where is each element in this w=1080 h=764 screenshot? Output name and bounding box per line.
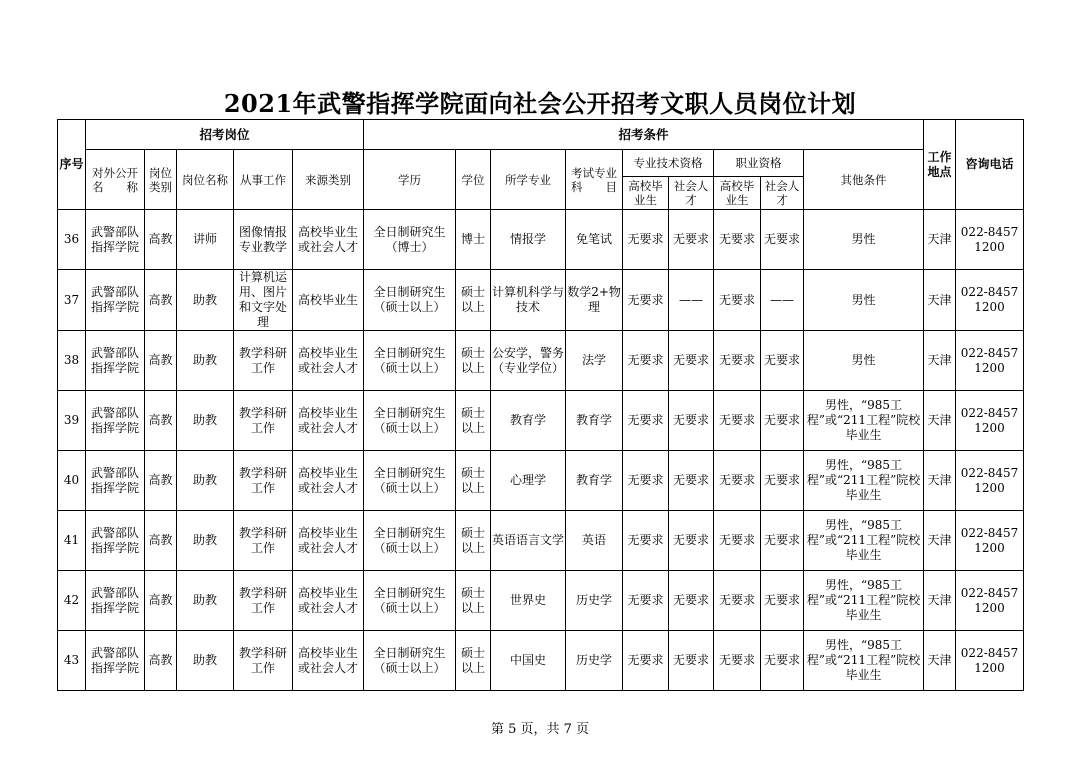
cell-post-type: 高教 [145,571,177,631]
cell-post-name: 讲师 [177,210,234,270]
cell-degree: 硕士以上 [456,331,491,391]
cell-phone: 022-84571200 [956,270,1024,331]
cell-post-name: 助教 [177,270,234,331]
cell-post-type: 高教 [145,210,177,270]
cell-work-place: 天津 [924,270,956,331]
cell-work-place: 天津 [924,511,956,571]
cell-degree: 硕士以上 [456,631,491,691]
header-post-type: 岗位类别 [145,150,177,210]
cell-major: 公安学，警务（专业学位） [491,331,566,391]
cell-employer: 武警部队指挥学院 [86,511,145,571]
header-vq-social: 社会人才 [761,177,804,210]
table-row [58,451,1024,511]
header-post-name: 岗位名称 [177,150,234,210]
cell-post-type: 高教 [145,331,177,391]
cell-work-place: 天津 [924,331,956,391]
cell-major: 心理学 [491,451,566,511]
cell-post-type: 高教 [145,391,177,451]
cell-other-conditions: 男性，“985工程”或“211工程”院校毕业生 [804,391,924,451]
cell-other-conditions: 男性 [804,270,924,331]
cell-exam: 免笔试 [566,210,623,270]
cell-vq-graduate: 无要求 [714,331,761,391]
cell-phone: 022-84571200 [956,331,1024,391]
cell-education: 全日制研究生（硕士以上） [364,571,456,631]
cell-pq-graduate: 无要求 [623,451,669,511]
cell-vq-graduate: 无要求 [714,210,761,270]
cell-other-conditions: 男性，“985工程”或“211工程”院校毕业生 [804,571,924,631]
cell-source: 高校毕业生或社会人才 [293,631,364,691]
cell-pq-social: 无要求 [669,631,714,691]
cell-education: 全日制研究生（硕士以上） [364,631,456,691]
cell-post-name: 助教 [177,571,234,631]
cell-post-name: 助教 [177,331,234,391]
header-seq: 序号 [58,120,86,210]
cell-seq: 37 [58,270,86,331]
cell-source: 高校毕业生或社会人才 [293,451,364,511]
cell-pq-graduate: 无要求 [623,631,669,691]
header-work-place: 工作地点 [924,120,956,210]
cell-exam: 法学 [566,331,623,391]
cell-pq-social: 无要求 [669,391,714,451]
cell-source: 高校毕业生或社会人才 [293,571,364,631]
cell-seq: 42 [58,571,86,631]
table-row [58,571,1024,631]
cell-exam: 历史学 [566,631,623,691]
table-row [58,331,1024,391]
header-exam: 考试专业科 目 [566,150,623,210]
cell-employer: 武警部队指挥学院 [86,451,145,511]
cell-major: 世界史 [491,571,566,631]
header-phone: 咨询电话 [956,120,1024,210]
cell-work-place: 天津 [924,210,956,270]
cell-employer: 武警部队指挥学院 [86,270,145,331]
cell-other-conditions: 男性，“985工程”或“211工程”院校毕业生 [804,511,924,571]
table-row [58,391,1024,451]
cell-source: 高校毕业生 [293,270,364,331]
cell-seq: 43 [58,631,86,691]
cell-job: 教学科研工作 [234,571,293,631]
cell-other-conditions: 男性 [804,210,924,270]
header-degree: 学位 [456,150,491,210]
header-employer: 对外公开名 称 [86,150,145,210]
cell-other-conditions: 男性 [804,331,924,391]
header-vq-graduate: 高校毕业生 [714,177,761,210]
cell-degree: 硕士以上 [456,571,491,631]
cell-job: 教学科研工作 [234,331,293,391]
cell-other-conditions: 男性，“985工程”或“211工程”院校毕业生 [804,631,924,691]
cell-vq-graduate: 无要求 [714,511,761,571]
header-group-conditions: 招考条件 [364,120,924,150]
cell-major: 英语语言文学 [491,511,566,571]
cell-employer: 武警部队指挥学院 [86,631,145,691]
header-other-conditions: 其他条件 [804,150,924,210]
cell-employer: 武警部队指挥学院 [86,210,145,270]
cell-source: 高校毕业生或社会人才 [293,331,364,391]
cell-pq-graduate: 无要求 [623,331,669,391]
cell-vq-social: 无要求 [761,571,804,631]
cell-source: 高校毕业生或社会人才 [293,511,364,571]
cell-vq-social: 无要求 [761,331,804,391]
cell-exam: 历史学 [566,571,623,631]
cell-vq-social: 无要求 [761,631,804,691]
cell-work-place: 天津 [924,631,956,691]
cell-phone: 022-84571200 [956,631,1024,691]
cell-job: 教学科研工作 [234,511,293,571]
cell-phone: 022-84571200 [956,571,1024,631]
header-education: 学历 [364,150,456,210]
cell-source: 高校毕业生或社会人才 [293,210,364,270]
cell-other-conditions: 男性，“985工程”或“211工程”院校毕业生 [804,451,924,511]
cell-degree: 硕士以上 [456,270,491,331]
cell-pq-social: 无要求 [669,451,714,511]
cell-employer: 武警部队指挥学院 [86,391,145,451]
page-footer: 第 5 页，共 7 页 [490,722,590,737]
cell-employer: 武警部队指挥学院 [86,571,145,631]
cell-pq-graduate: 无要求 [623,270,669,331]
cell-job: 教学科研工作 [234,391,293,451]
cell-exam: 数学2+物理 [566,270,623,331]
cell-major: 教育学 [491,391,566,451]
cell-major: 计算机科学与技术 [491,270,566,331]
cell-post-type: 高教 [145,511,177,571]
cell-pq-social: 无要求 [669,210,714,270]
cell-degree: 硕士以上 [456,511,491,571]
cell-phone: 022-84571200 [956,511,1024,571]
cell-exam: 教育学 [566,391,623,451]
cell-vq-graduate: 无要求 [714,451,761,511]
cell-education: 全日制研究生（博士） [364,210,456,270]
cell-seq: 36 [58,210,86,270]
cell-post-name: 助教 [177,451,234,511]
cell-seq: 40 [58,451,86,511]
cell-job: 图像情报专业教学 [234,210,293,270]
cell-vq-social: —— [761,270,804,331]
cell-education: 全日制研究生（硕士以上） [364,451,456,511]
cell-post-name: 助教 [177,511,234,571]
cell-work-place: 天津 [924,451,956,511]
cell-pq-graduate: 无要求 [623,210,669,270]
cell-pq-social: 无要求 [669,511,714,571]
page-title: 2021年武警指挥学院面向社会公开招考文职人员岗位计划 [223,89,857,118]
cell-vq-graduate: 无要求 [714,270,761,331]
cell-job: 计算机运用、图片和文字处理 [234,270,293,331]
cell-major: 中国史 [491,631,566,691]
cell-vq-graduate: 无要求 [714,391,761,451]
header-pq-social: 社会人才 [669,177,714,210]
cell-education: 全日制研究生（硕士以上） [364,331,456,391]
cell-post-name: 助教 [177,391,234,451]
cell-seq: 38 [58,331,86,391]
header-professional-qualification: 专业技术资格 [623,150,714,177]
table-row [58,631,1024,691]
cell-pq-graduate: 无要求 [623,571,669,631]
cell-vq-social: 无要求 [761,451,804,511]
cell-pq-social: —— [669,270,714,331]
cell-phone: 022-84571200 [956,451,1024,511]
cell-vq-graduate: 无要求 [714,631,761,691]
cell-employer: 武警部队指挥学院 [86,331,145,391]
table-body [58,210,1024,691]
cell-exam: 英语 [566,511,623,571]
cell-post-type: 高教 [145,631,177,691]
cell-job: 教学科研工作 [234,631,293,691]
cell-pq-graduate: 无要求 [623,391,669,451]
cell-work-place: 天津 [924,391,956,451]
table-row [58,210,1024,270]
header-vocational-qualification: 职业资格 [714,150,804,177]
header-group-post: 招考岗位 [86,120,364,150]
recruitment-plan-table [57,119,1024,691]
cell-phone: 022-84571200 [956,210,1024,270]
cell-education: 全日制研究生（硕士以上） [364,391,456,451]
cell-seq: 39 [58,391,86,451]
cell-phone: 022-84571200 [956,391,1024,451]
header-major: 所学专业 [491,150,566,210]
header-pq-graduate: 高校毕业生 [623,177,669,210]
cell-vq-social: 无要求 [761,391,804,451]
cell-post-name: 助教 [177,631,234,691]
cell-source: 高校毕业生或社会人才 [293,391,364,451]
table-row [58,511,1024,571]
cell-degree: 博士 [456,210,491,270]
cell-major: 情报学 [491,210,566,270]
header-source: 来源类别 [293,150,364,210]
cell-vq-social: 无要求 [761,511,804,571]
cell-degree: 硕士以上 [456,451,491,511]
cell-post-type: 高教 [145,270,177,331]
cell-vq-graduate: 无要求 [714,571,761,631]
cell-work-place: 天津 [924,571,956,631]
cell-seq: 41 [58,511,86,571]
cell-post-type: 高教 [145,451,177,511]
table-row [58,270,1024,331]
cell-education: 全日制研究生（硕士以上） [364,270,456,331]
cell-job: 教学科研工作 [234,451,293,511]
cell-education: 全日制研究生（硕士以上） [364,511,456,571]
cell-pq-graduate: 无要求 [623,511,669,571]
header-job: 从事工作 [234,150,293,210]
cell-pq-social: 无要求 [669,571,714,631]
cell-degree: 硕士以上 [456,391,491,451]
cell-pq-social: 无要求 [669,331,714,391]
cell-vq-social: 无要求 [761,210,804,270]
cell-exam: 教育学 [566,451,623,511]
